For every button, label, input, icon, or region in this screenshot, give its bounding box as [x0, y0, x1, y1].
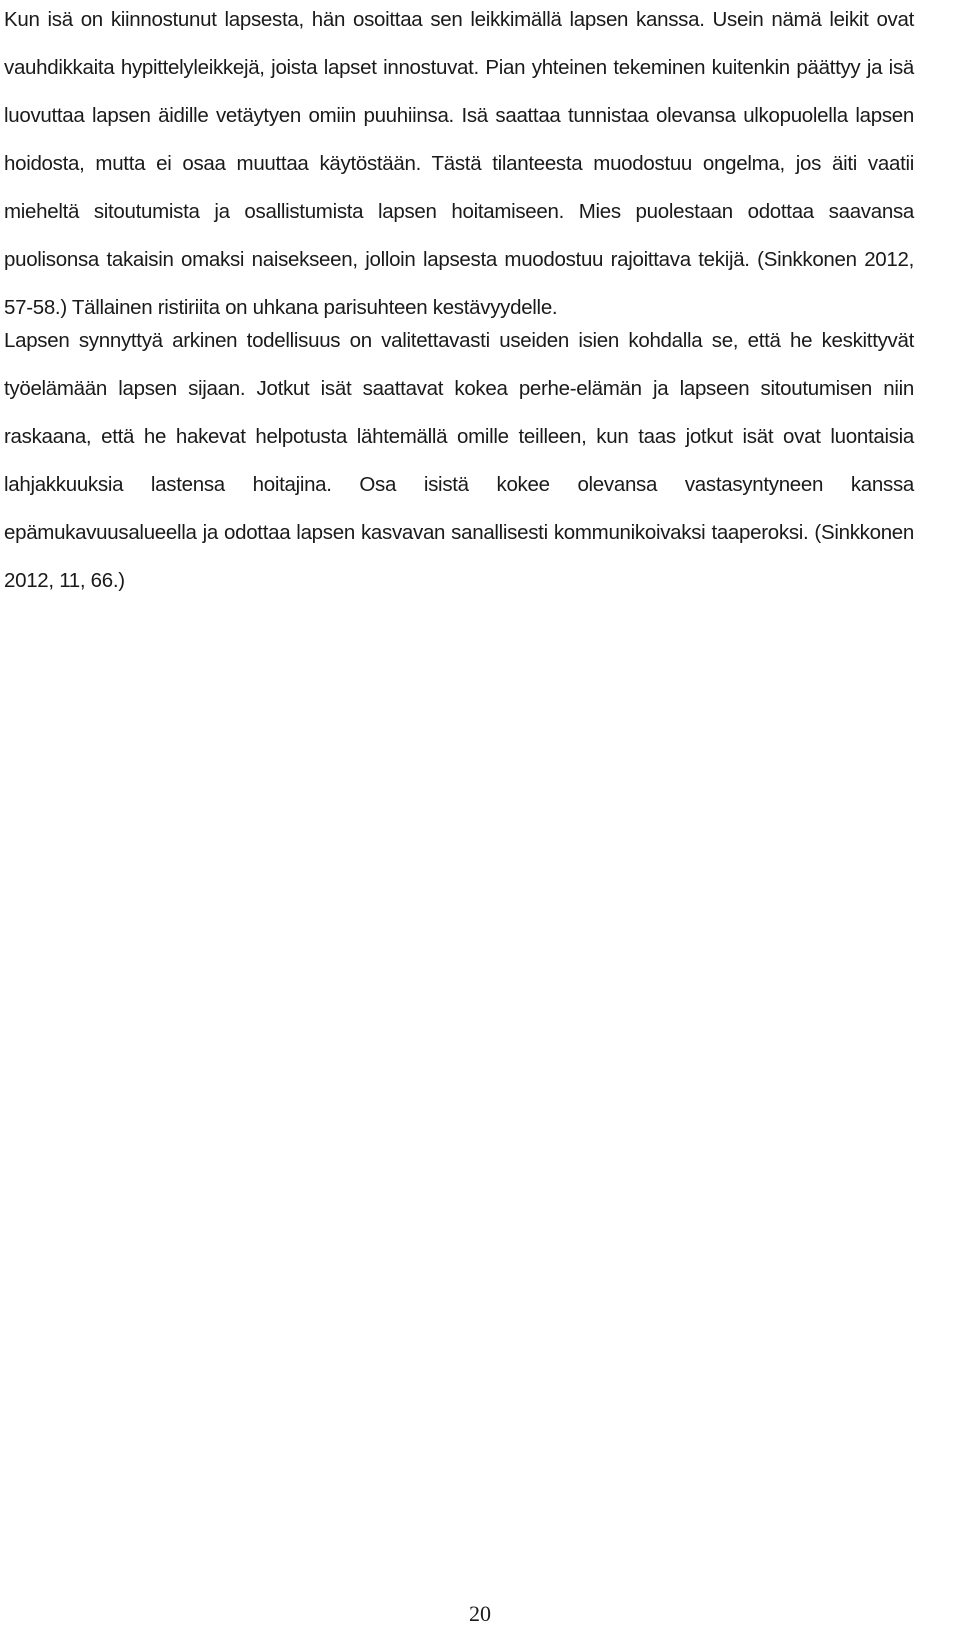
body-paragraph-1: Kun isä on kiinnostunut lapsesta, hän osoittaa sen leikkimällä lapsen kanssa. Usein nämä leikit ovat vauhdikkaita hypittelyleikkejä, joista lapset innostuvat. Pian yhteinen tekeminen kuitenkin päättyy ja isä luovuttaa lapsen äidille vetäytyen omiin puuhiinsa. Isä saattaa tunnistaa olevansa ulkopuolella lapsen hoidosta, mutta ei osaa muuttaa käytöstään. Tästä tilanteesta muodostuu ongelma, jos äiti vaatii mieheltä sitoutumista ja osallistumista lapsen hoitamiseen. Mies puolestaan odottaa saavansa puolisonsa takaisin omaksi naisekseen, jolloin lapsesta muodostuu rajoittava tekijä. (Sinkkonen 2012, 57-58.) Tällainen ristiriita on uhkana parisuhteen kestävyydelle.: [4, 8, 914, 319]
body-paragraph-2: Lapsen synnyttyä arkinen todellisuus on valitettavasti useiden isien kohdalla se, että he keskittyvät työelämään lapsen sijaan. Jotkut isät saattavat kokea perhe-elämän ja lapseen sitoutumisen niin raskaana, että he hakevat helpotusta lähtemällä omille teilleen, kun taas jotkut isät ovat luontaisia lahjakkuuksia lastensa hoitajina. Osa isistä kokee olevansa vastasyntyneen kanssa epämukavuusalueella ja odottaa lapsen kasvavan sanallisesti kommunikoivaksi taaperoksi. (Sinkkonen 2012, 11, 66.): [4, 329, 914, 592]
page-number: 20: [469, 1601, 491, 1626]
